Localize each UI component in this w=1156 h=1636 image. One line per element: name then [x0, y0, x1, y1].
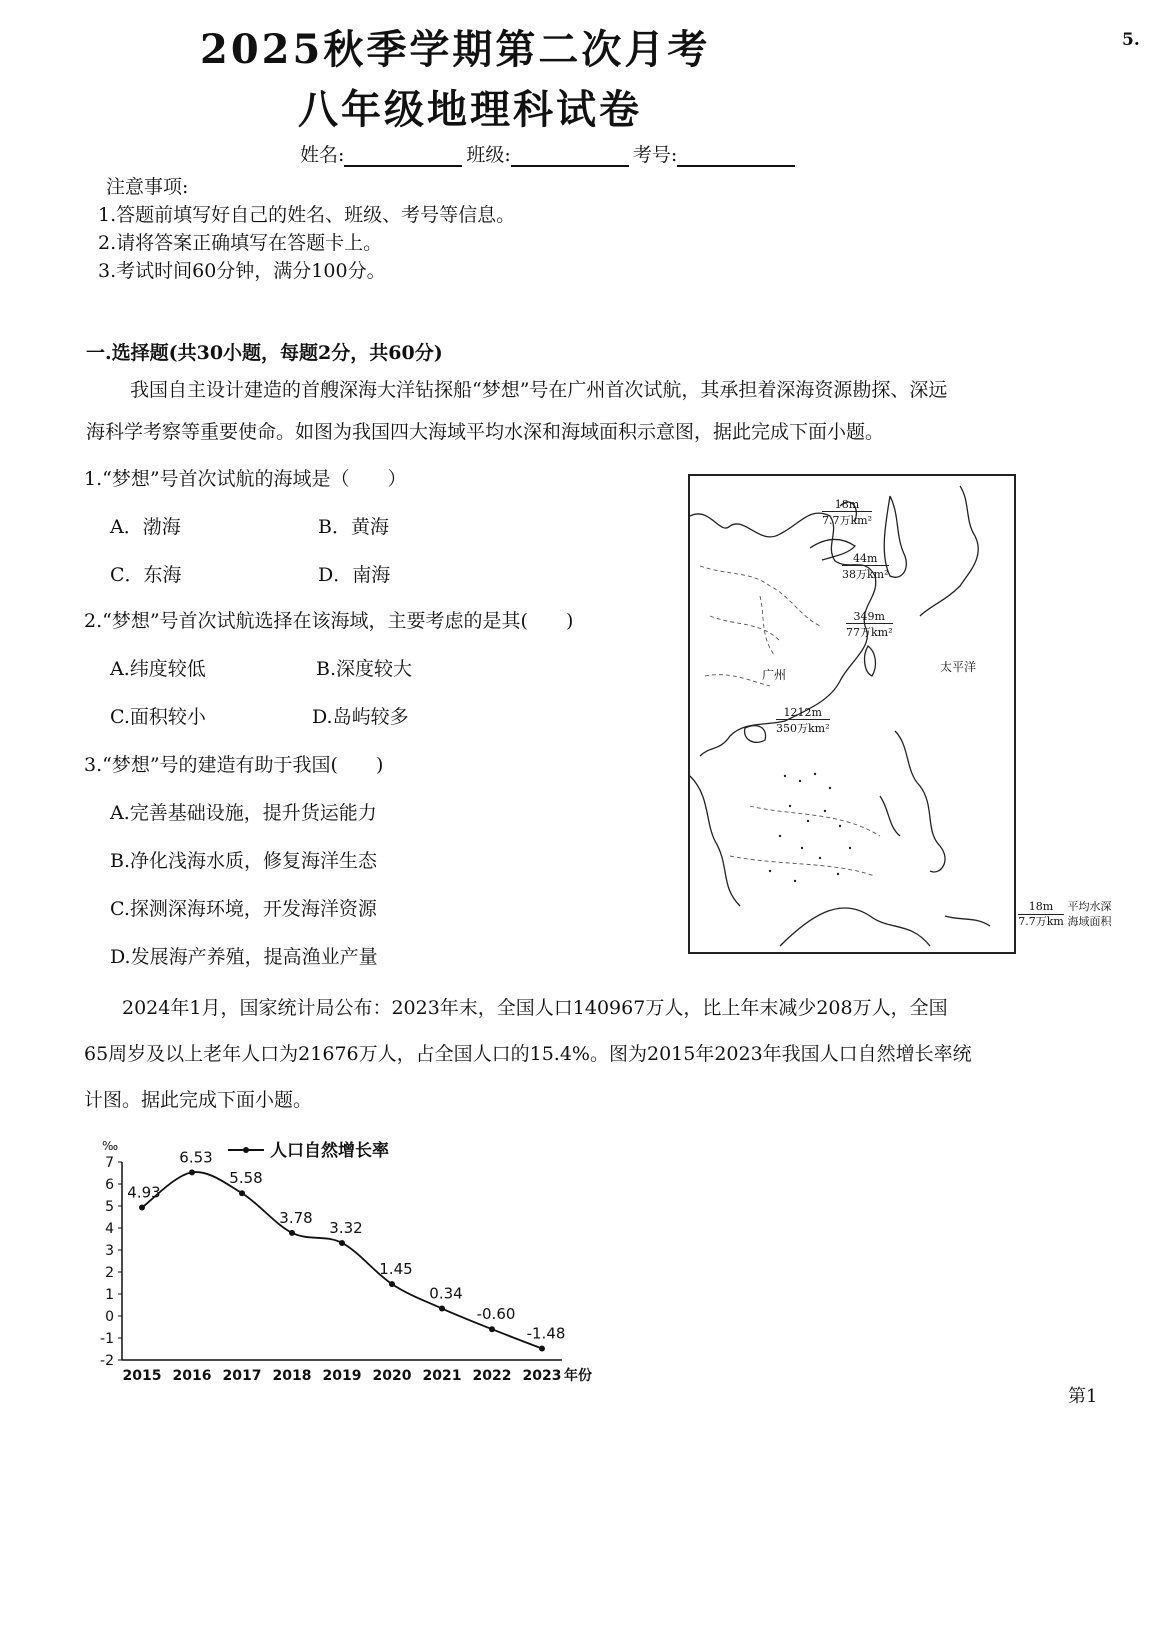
y-tick-label: 6	[105, 1177, 114, 1193]
question-stem: 1.“梦想”号首次试航的海域是（ ）	[84, 468, 407, 490]
x-tick-label: 2020	[372, 1368, 412, 1384]
name-blank	[344, 145, 462, 167]
id-label: 考号:	[632, 144, 678, 166]
data-point	[189, 1169, 195, 1175]
data-label: 3.32	[329, 1218, 363, 1237]
data-label: 0.34	[429, 1284, 463, 1303]
sea-map-figure	[688, 474, 1016, 954]
east-sea-label	[846, 610, 893, 640]
data-label: 6.53	[179, 1148, 213, 1167]
y-tick-label: 1	[105, 1287, 114, 1303]
note-item: 2.请将答案正确填写在答题卡上。	[98, 232, 383, 254]
option-a: A.完善基础设施，提升货运能力	[110, 802, 377, 824]
x-tick-label: 2016	[172, 1368, 212, 1384]
data-label: -0.60	[476, 1305, 516, 1324]
option-d: D.发展海产养殖，提高渔业产量	[110, 946, 378, 968]
data-point	[539, 1346, 545, 1352]
option-b: B.深度较大	[316, 658, 413, 680]
class-label: 班级:	[466, 144, 511, 166]
sea-area-label: 38万km²	[842, 568, 889, 581]
data-point	[239, 1190, 245, 1196]
x-tick-label: 2015	[122, 1368, 162, 1384]
section-heading: 一.选择题(共30小题，每题2分，共60分)	[86, 342, 443, 364]
legend-depth-value: 18m	[1018, 900, 1064, 915]
data-point	[139, 1205, 145, 1211]
coastline-drawing	[690, 476, 1014, 952]
y-tick-label: 5	[105, 1199, 114, 1215]
page-number: 第1	[1068, 1386, 1098, 1407]
sea-area-label: 350万km²	[776, 722, 830, 735]
option-d: D.岛屿较多	[312, 706, 409, 728]
guangzhou-label: 广州	[762, 668, 787, 682]
data-label: -1.48	[526, 1324, 566, 1343]
map-legend	[1018, 900, 1112, 929]
corner-mark: 5.	[1122, 30, 1140, 50]
intro-paragraph-line: 海科学考察等重要使命。如图为我国四大海域平均水深和海域面积示意图，据此完成下面小题。	[86, 421, 885, 443]
population-intro-line: 2024年1月，国家统计局公布：2023年末，全国人口140967万人，比上年末减少208万人，全国	[122, 997, 948, 1019]
data-label: 1.45	[379, 1260, 413, 1279]
chart-svg	[94, 1139, 592, 1390]
option-a: A．渤海	[110, 516, 181, 538]
data-label: 3.78	[279, 1208, 313, 1227]
legend-depth-label: 平均水深	[1067, 900, 1112, 913]
x-tick-label: 2018	[272, 1368, 312, 1384]
x-tick-label: 2022	[472, 1368, 512, 1384]
y-tick-label: -2	[100, 1353, 114, 1369]
x-axis-label: 年份	[564, 1368, 592, 1384]
option-c: C.探测深海环境，开发海洋资源	[110, 898, 377, 920]
data-point	[489, 1326, 495, 1332]
id-blank	[677, 145, 795, 167]
x-tick-label: 2017	[222, 1368, 262, 1384]
bohai-label	[822, 498, 872, 528]
option-c: C．东海	[110, 564, 182, 586]
legend-marker	[243, 1147, 249, 1153]
yellow-sea-label	[842, 552, 889, 582]
question-stem: 2.“梦想”号首次试航选择在该海域，主要考虑的是其( )	[84, 610, 574, 632]
pacific-label: 太平洋	[940, 660, 977, 674]
x-tick-label: 2023	[522, 1368, 562, 1384]
name-label: 姓名:	[300, 144, 345, 166]
data-point	[339, 1240, 345, 1246]
note-item: 3.考试时间60分钟，满分100分。	[98, 260, 386, 282]
y-tick-label: 4	[105, 1221, 114, 1237]
sea-area-label: 7.7万km²	[822, 514, 872, 527]
y-unit-label: ‰	[102, 1139, 119, 1153]
data-point	[389, 1281, 395, 1287]
note-item: 1.答题前填写好自己的姓名、班级、考号等信息。	[98, 204, 516, 226]
y-tick-label: 2	[105, 1265, 114, 1281]
student-info-line	[300, 140, 799, 167]
population-intro-line: 计图。据此完成下面小题。	[84, 1089, 313, 1111]
data-point	[439, 1306, 445, 1312]
exam-title: 2025秋季学期第二次月考	[200, 26, 711, 73]
class-blank	[511, 145, 629, 167]
sea-depth-label: 1212m	[776, 706, 830, 720]
sea-depth-label: 18m	[822, 498, 872, 512]
data-label: 4.93	[127, 1183, 161, 1202]
option-d: D．南海	[318, 564, 391, 586]
south-sea-label	[776, 706, 830, 736]
y-tick-label: 7	[105, 1155, 114, 1171]
notes-heading: 注意事项:	[106, 176, 189, 198]
sea-depth-label: 44m	[842, 552, 889, 566]
x-tick-label: 2019	[322, 1368, 362, 1384]
exam-subtitle: 八年级地理科试卷	[298, 86, 642, 133]
legend-label: 人口自然增长率	[270, 1141, 389, 1161]
island-dots	[769, 773, 851, 882]
population-growth-chart	[94, 1139, 592, 1390]
option-c: C.面积较小	[110, 706, 206, 728]
y-tick-label: 3	[105, 1243, 114, 1259]
option-b: B．黄海	[318, 516, 389, 538]
y-tick-label: -1	[100, 1331, 114, 1347]
legend-area-value: 7.7万km	[1018, 915, 1064, 928]
question-stem: 3.“梦想”号的建造有助于我国( )	[84, 754, 384, 776]
intro-paragraph-line: 我国自主设计建造的首艘深海大洋钻探船“梦想”号在广州首次试航，其承担着深海资源勘探、深远	[130, 379, 948, 401]
data-label: 5.58	[229, 1169, 263, 1188]
option-b: B.净化浅海水质，修复海洋生态	[110, 850, 378, 872]
x-tick-label: 2021	[422, 1368, 462, 1384]
option-a: A.纬度较低	[110, 658, 206, 680]
sea-depth-label: 349m	[846, 610, 893, 624]
data-point	[289, 1230, 295, 1236]
population-intro-line: 65周岁及以上老年人口为21676万人，占全国人口的15.4%。图为2015年2023年我国人口自然增长率统	[84, 1043, 972, 1065]
sea-area-label: 77万km²	[846, 626, 893, 639]
legend-area-label: 海域面积	[1067, 915, 1112, 928]
y-tick-label: 0	[105, 1309, 114, 1325]
